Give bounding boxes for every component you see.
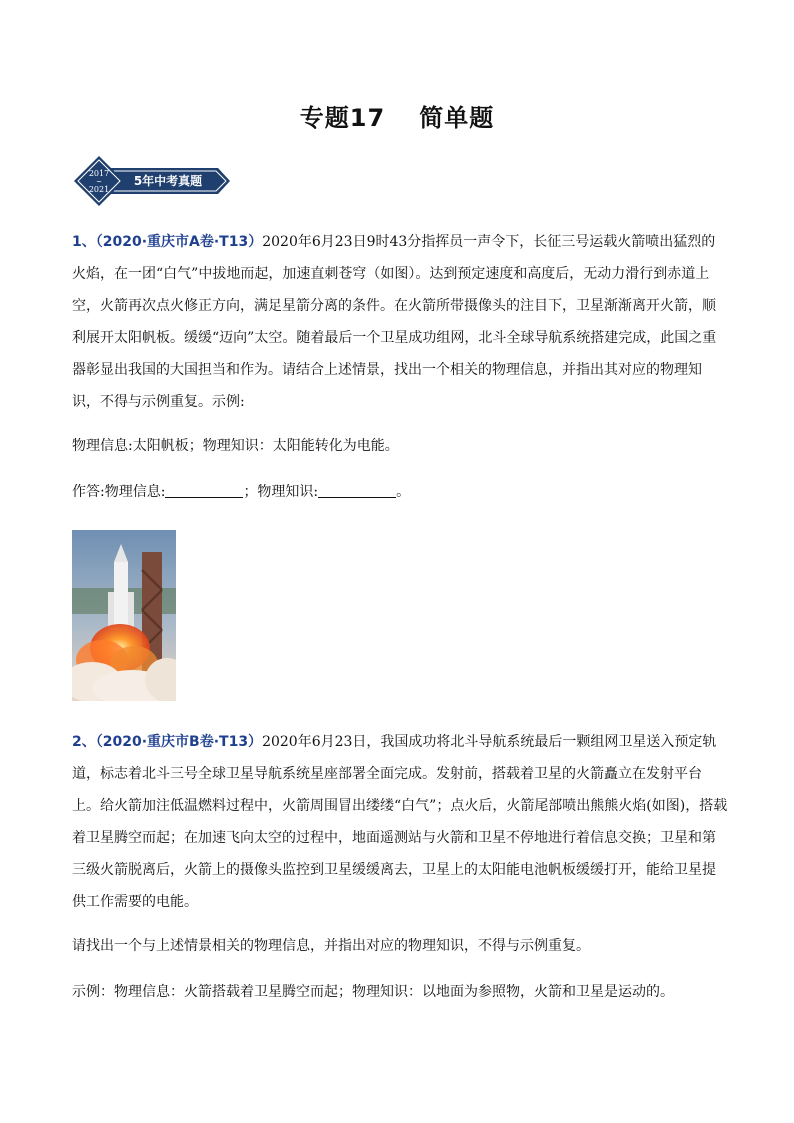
question-1-answer-line (72, 476, 728, 508)
question-1-source: （2020·重庆市A卷·T13） (95, 234, 263, 250)
page-title (0, 98, 794, 133)
question-2-example: 示例：物理信息：火箭搭载着卫星腾空而起；物理知识：以地面为参照物，火箭和卫星是运动的。 (72, 984, 674, 1000)
question-2-number: 2、 (72, 734, 96, 750)
answer-blank-knowledge[interactable] (318, 483, 396, 498)
page-title-topic: 专题17 (299, 104, 386, 132)
banner-year-start: 2017 (88, 169, 110, 178)
answer-mid: ；物理知识: (243, 484, 319, 500)
question-1-body: 2020年6月23日9时43分指挥员一声令下，长征三号运载火箭喷出猛烈的火焰，在一团“白气”中拔地而起，加速直刺苍穹（如图）。达到预定速度和高度后，无动力滑行到赤道上空，火箭再次点火修正方向，满足星箭分离的条件。在火箭所带摄像头的注目下，卫星渐渐离开火箭，顺利展开太阳帆板。缓缓“迈向”太空。随着最后一个卫星成功组网，北斗全球导航系统搭建完成，此国之重器彰显出我国的大国担当和作为。请结合上述情景，找出一个相关的物理信息，并指出其对应的物理知识，不得与示例重复。示例: (72, 234, 717, 410)
section-banner (72, 154, 232, 206)
banner-label: 5年中考真题 (133, 174, 203, 188)
question-1-number: 1、 (72, 234, 96, 250)
question-2-source: （2020·重庆市B卷·T13） (95, 734, 263, 750)
question-1-text (72, 226, 728, 418)
banner-year-end: 2021 (88, 185, 110, 194)
answer-blank-info[interactable] (165, 483, 243, 498)
page-title-subject: 简单题 (419, 104, 495, 132)
question-2-body: 2020年6月23日，我国成功将北斗导航系统最后一颗组网卫星送入预定轨道，标志着北斗三号全球卫星导航系统星座部署全面完成。发射前，搭载着卫星的火箭矗立在发射平台上。给火箭加注低温燃料过程中，火箭周围冒出缕缕“白气”；点火后，火箭尾部喷出熊熊火焰(如图)，搭载着卫星腾空而起；在加速飞向太空的过程中，地面遥测站与火箭和卫星不停地进行着信息交换；卫星和第三级火箭脱离后，火箭上的摄像头监控到卫星缓缓离去，卫星上的太阳能电池帆板缓缓打开，能给卫星提供工作需要的电能。 (72, 734, 728, 910)
answer-end: 。 (396, 484, 411, 500)
rocket-launch-photo (72, 530, 176, 701)
question-2-instruction: 请找出一个与上述情景相关的物理信息，并指出对应的物理知识，不得与示例重复。 (72, 938, 590, 954)
banner-year-sep: ~ (96, 178, 102, 186)
answer-prefix: 作答:物理信息: (72, 484, 166, 500)
question-2-text (72, 726, 728, 918)
question-1-example: 物理信息:太阳帆板；物理知识：太阳能转化为电能。 (72, 438, 399, 454)
